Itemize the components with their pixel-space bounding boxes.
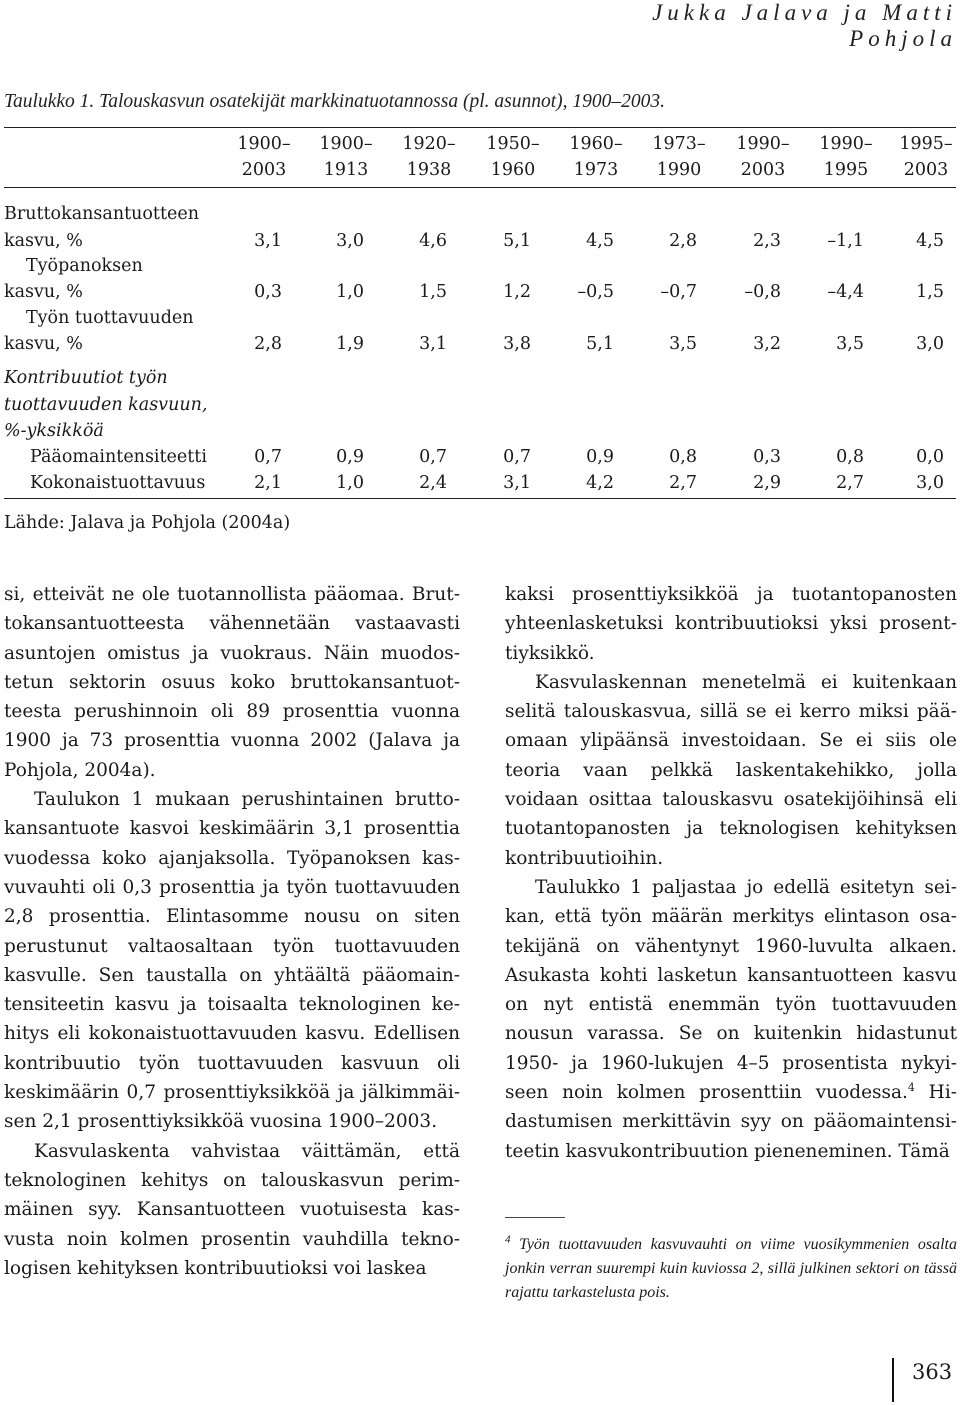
page-number: 363: [912, 1360, 953, 1384]
table-top-rule: [4, 127, 956, 128]
table-cell: 0,8: [836, 447, 864, 467]
table-cell: 3,5: [669, 334, 697, 354]
table-cell: 3,1: [503, 473, 531, 493]
row-label: Työn tuottavuuden: [26, 308, 194, 328]
paragraph: Kasvulaskenta vahvistaa väittämän, että teknologinen kehitys on talouskasvun perimmäinen syy. Kansantuotteen vuotuisesta kasvusta noin kolmen prosentin vauhdilla teknologisen kehityksen kontribuutioksi voi laskea: [4, 1140, 460, 1279]
table-cell: 1,0: [336, 473, 364, 493]
table-caption: Taulukko 1. Talouskasvun osatekijät markkinatuotannossa (pl. asunnot), 1900–2003.: [4, 91, 666, 112]
row-label: Kokonaistuottavuus: [30, 473, 206, 493]
table-source: Lähde: Jalava ja Pohjola (2004a): [4, 513, 291, 533]
table-cell: 3,0: [916, 334, 944, 354]
table-cell: 0,3: [753, 447, 781, 467]
table-cell: 3,0: [916, 473, 944, 493]
column-header: 1960–: [569, 134, 623, 154]
table-cell: –0,8: [744, 282, 781, 302]
table-cell: 0,0: [916, 447, 944, 467]
table-cell: 2,8: [254, 334, 282, 354]
page-number-rule: [892, 1358, 894, 1402]
table-cell: 4,2: [586, 473, 614, 493]
running-head: Jukka Jalava ja Matti Pohjola: [652, 0, 957, 51]
table-cell: 0,7: [503, 447, 531, 467]
column-header: 2003: [903, 160, 949, 180]
body-column-left: [4, 580, 460, 1283]
column-header: 2003: [740, 160, 786, 180]
row-label: kasvu, %: [4, 282, 83, 302]
row-label: Bruttokansantuotteen: [4, 204, 199, 224]
column-header: 2003: [241, 160, 287, 180]
table-cell: 0,9: [336, 447, 364, 467]
paragraph: [505, 873, 957, 1166]
footnote-text: Työn tuottavuuden kasvuvauhti on viime vuosikymmenien osalta jonkin verran suurempi kuin kuviossa 2, sillä julkinen sektori on tässä rajattu tarkastelusta pois.: [505, 1236, 957, 1301]
table-cell: 0,9: [586, 447, 614, 467]
table-cell: 3,5: [836, 334, 864, 354]
section-heading: Kontribuutiot työn: [4, 368, 168, 388]
paragraph: kaksi prosenttiyksikköä ja tuotantopanosten yhteenlasketuksi kontribuutioksi yksi prosenttiyksikkö.: [505, 584, 957, 664]
table-cell: 4,5: [586, 231, 614, 251]
table-cell: 2,3: [753, 231, 781, 251]
table-bottom-rule: [4, 498, 956, 499]
table-cell: 1,9: [336, 334, 364, 354]
column-header: 1950–: [486, 134, 540, 154]
column-header: 1960: [490, 160, 536, 180]
footnote-separator: [505, 1217, 565, 1218]
table-cell: 3,1: [254, 231, 282, 251]
table-cell: 0,7: [419, 447, 447, 467]
row-label: kasvu, %: [4, 334, 83, 354]
column-header: 1938: [406, 160, 452, 180]
table-cell: 3,2: [753, 334, 781, 354]
table-cell: –4,4: [827, 282, 864, 302]
table-cell: 4,6: [419, 231, 447, 251]
table-header-rule: [4, 187, 956, 188]
column-header: 1973: [573, 160, 619, 180]
table-cell: 2,7: [669, 473, 697, 493]
table-cell: 1,5: [419, 282, 447, 302]
table-cell: 1,2: [503, 282, 531, 302]
column-header: 1900–: [319, 134, 373, 154]
table-cell: 3,0: [336, 231, 364, 251]
table-cell: 0,3: [254, 282, 282, 302]
column-header: 1973–: [652, 134, 706, 154]
footnote-reference[interactable]: 4: [907, 1080, 915, 1094]
table-cell: 1,5: [916, 282, 944, 302]
table-cell: 2,4: [419, 473, 447, 493]
body-column-right: [505, 580, 957, 1166]
table-cell: 2,7: [836, 473, 864, 493]
table-cell: 0,7: [254, 447, 282, 467]
table-cell: 0,8: [669, 447, 697, 467]
column-header: 1990–: [819, 134, 873, 154]
column-header: 1900–: [237, 134, 291, 154]
paragraph: Taulukon 1 mukaan perushintainen bruttokansantuote kasvoi keskimäärin 3,1 prosenttia vuodessa koko ajanjaksolla. Työpanoksen kasvuvauhti oli 0,3 prosenttia ja työn tuottavuuden 2,8 prosenttia. Elintasomme nousu on siten perustunut valtaosaltaan työn tuottavuuden kasvulle. Sen taustalla on yhtäältä pääomaintensiteetin kasvu ja toisaalta teknologinen kehitys eli kokonaistuottavuuden kasvu. Edellisen kontribuutio työn tuottavuuden kasvuun oli keskimäärin 0,7 prosenttiyksikköä ja jälkimmäisen 2,1 prosenttiyksikköä vuosina 1900–2003.: [4, 789, 460, 1133]
column-header: 1920–: [402, 134, 456, 154]
table-cell: 5,1: [586, 334, 614, 354]
table-cell: –1,1: [827, 231, 864, 251]
paragraph: Kasvulaskennan menetelmä ei kuitenkaan selitä talouskasvua, sillä se ei kerro miksi pääomaan ylipäänsä investoidaan. Se ei siis ole teoria vaan pelkkä laskentakehikko, jolla voidaan osittaa talouskasvu osatekijöihinsä eli tuotantopanosten ja teknologisen kehityksen kontribuutioihin.: [505, 671, 957, 869]
section-heading: tuottavuuden kasvuun,: [4, 395, 208, 415]
table-cell: 2,9: [753, 473, 781, 493]
table-cell: 4,5: [916, 231, 944, 251]
table-cell: –0,5: [577, 282, 614, 302]
table-cell: 2,8: [669, 231, 697, 251]
paragraph: si, etteivät ne ole tuotannollista pääomaa. Bruttokansantuotteesta vähennetään vastaavasti asuntojen omistus ja vuokraus. Näin muodostetun sektorin osuus koko bruttokansantuotteesta perushinnoin oli 89 prosenttia vuonna 1900 ja 73 prosenttia vuonna 2002 (Jalava ja Pohjola, 2004a).: [4, 584, 460, 781]
row-label: Pääomaintensiteetti: [30, 447, 207, 467]
table-cell: 5,1: [503, 231, 531, 251]
footnote-mark: 4: [505, 1233, 511, 1246]
table-cell: 3,8: [503, 334, 531, 354]
table-cell: 1,0: [336, 282, 364, 302]
column-header: 1913: [323, 160, 369, 180]
paragraph-text: Taulukko 1 paljastaa jo edellä esitetyn seikan, että työn määrän merkitys elintason osatekijänä on vähentynyt 1960-luvulta alkaen. Asukasta kohti lasketun kansantuotteen kasvu on nyt entistä enemmän työn tuottavuuden nousun varassa. Se on kuitenkin hidastunut 1950- ja 1960-lukujen 4–5 prosentista nykyiseen noin kolmen prosenttiin vuodessa.: [505, 876, 957, 1104]
column-header: 1990–: [736, 134, 790, 154]
column-header: 1995: [823, 160, 869, 180]
paragraph-text-continued: Hidastumisen merkittävin syy on pääomaintensiteetin kasvukontribuution pieneneminen. Tämä: [505, 1082, 958, 1162]
footnote: [505, 1233, 957, 1305]
column-header: 1990: [656, 160, 702, 180]
section-heading: %-yksikköä: [4, 421, 104, 441]
row-label: kasvu, %: [4, 231, 83, 251]
row-label: Työpanoksen: [26, 256, 143, 276]
column-header: 1995–: [899, 134, 953, 154]
table-cell: 3,1: [419, 334, 447, 354]
table-cell: –0,7: [660, 282, 697, 302]
table-cell: 2,1: [254, 473, 282, 493]
